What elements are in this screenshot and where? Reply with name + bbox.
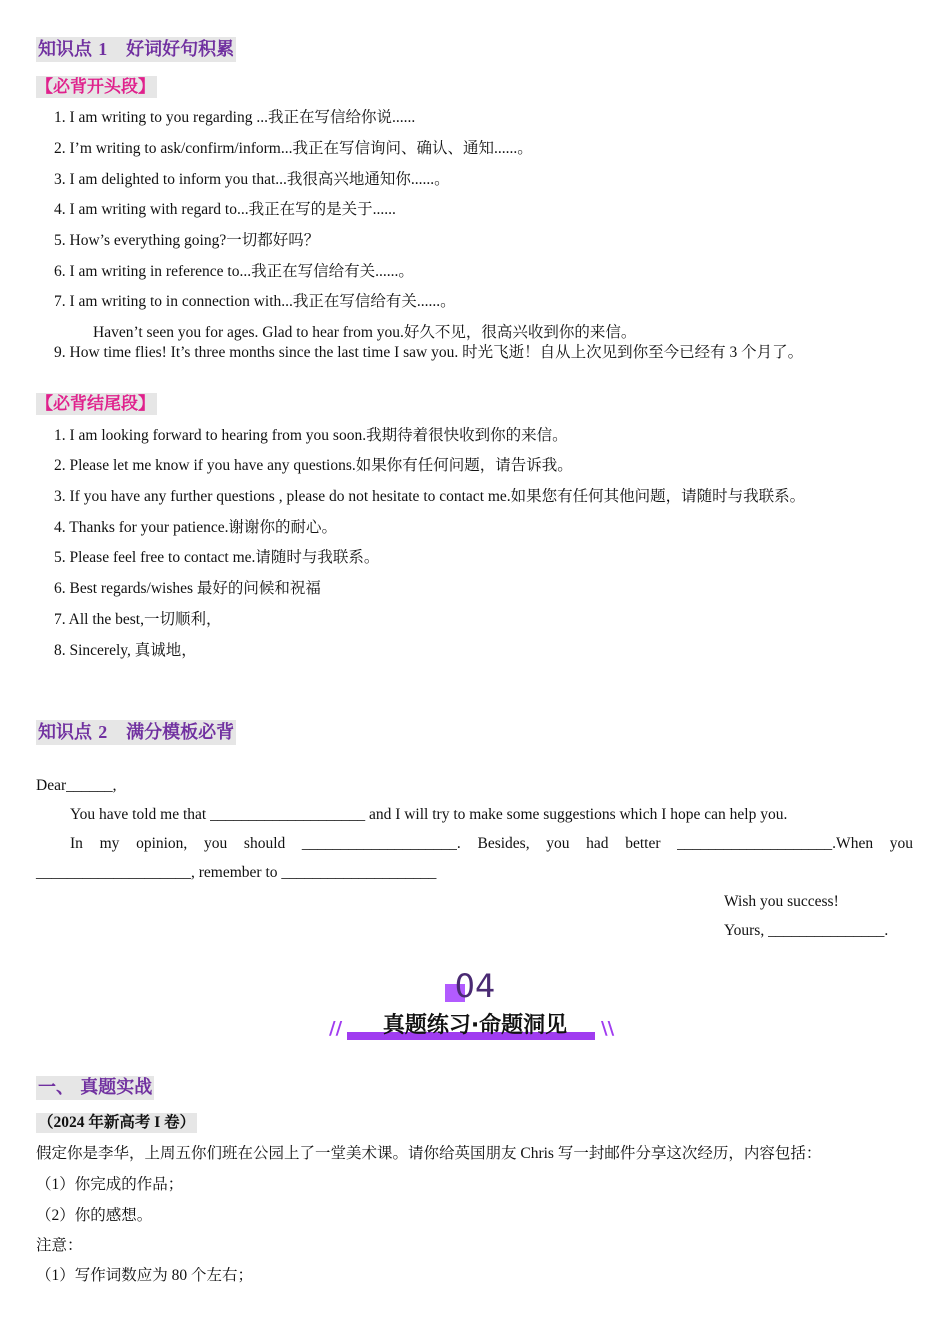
part1-heading: 一、 真题实战 [38, 1077, 153, 1098]
note-label: 注意： [36, 1237, 83, 1254]
opening-item: 3. I am delighted to inform you that...我很高兴地通知你......。 [54, 171, 450, 188]
kp1-label: 知识点 [38, 39, 92, 60]
template-line2: In my opinion, you should ____________________. Besides, you had better ____________________.When you [70, 835, 913, 852]
opening-item: 9. How time flies! It’s three months since the last time I saw you. 时光飞逝！自从上次见到你至今已经有 3 个月了。 [54, 344, 804, 361]
task-point: （1）你完成的作品； [36, 1176, 184, 1193]
template-wish: Wish you success! [724, 893, 839, 910]
task-prompt: 假定你是李华，上周五你们班在公园上了一堂美术课。请你给英国朋友 Chris 写一封邮件分享这次经历，内容包括： [36, 1145, 822, 1162]
opening-item: Haven’t seen you for ages. Glad to hear from you.好久不见，很高兴收到你的来信。 [93, 324, 637, 341]
opening-tag: 【必背开头段】 [36, 77, 155, 97]
closing-item: 7. All the best,一切顺利， [54, 611, 222, 628]
task-point: （2）你的感想。 [36, 1207, 153, 1224]
right-slash-decoration: \\ [601, 1018, 615, 1039]
kp1-num: 1 [98, 39, 108, 59]
closing-item: 4. Thanks for your patience.谢谢你的耐心。 [54, 519, 337, 536]
closing-item: 5. Please feel free to contact me.请随时与我联系。 [54, 549, 380, 566]
closing-item: 8. Sincerely, 真诚地， [54, 642, 197, 659]
section-title: 真题练习·命题洞见 [382, 1013, 568, 1038]
left-slash-decoration: // [329, 1018, 343, 1039]
opening-item: 2. I’m writing to ask/confirm/inform...我正在写信询问、确认、通知......。 [54, 140, 533, 157]
closing-item: 1. I am looking forward to hearing from you soon.我期待着很快收到你的来信。 [54, 427, 568, 444]
kp2-label: 知识点 [38, 722, 92, 743]
closing-tag: 【必背结尾段】 [36, 394, 155, 414]
opening-item: 1. I am writing to you regarding ...我正在写信给你说...... [54, 109, 416, 126]
task-note: （1）写作词数应为 80 个左右； [36, 1267, 254, 1284]
closing-item: 6. Best regards/wishes 最好的问候和祝福 [54, 580, 321, 597]
template-line3: ____________________, remember to ____________________ [36, 864, 437, 881]
closing-item: 2. Please let me know if you have any questions.如果你有任何问题，请告诉我。 [54, 457, 573, 474]
kp1-heading [36, 37, 236, 62]
opening-item: 7. I am writing to in connection with...我正在写信给有关......。 [54, 293, 456, 310]
section-number: 04 [454, 967, 496, 1005]
template-salutation: Dear______, [36, 777, 117, 794]
template-sign: Yours, _______________. [724, 922, 889, 939]
template-line1: You have told me that ____________________ and I will try to make some suggestions which I hope can help you. [70, 806, 788, 823]
opening-item: 5. How’s everything going?一切都好吗？ [54, 232, 320, 249]
exam-source: （2024 年新高考 I 卷） [38, 1114, 196, 1131]
opening-item: 6. I am writing in reference to...我正在写信给有关......。 [54, 263, 414, 280]
kp1-title: 好词好句积累 [126, 39, 235, 60]
opening-item: 4. I am writing with regard to...我正在写的是关于...... [54, 201, 396, 218]
section-04-banner [325, 960, 625, 1050]
kp2-heading [36, 720, 236, 745]
kp2-title: 满分模板必背 [126, 722, 235, 743]
closing-item: 3. If you have any further questions , please do not hesitate to contact me.如果您有任何其他问题，请随时与我联系。 [54, 488, 806, 505]
kp2-num: 2 [98, 722, 108, 742]
